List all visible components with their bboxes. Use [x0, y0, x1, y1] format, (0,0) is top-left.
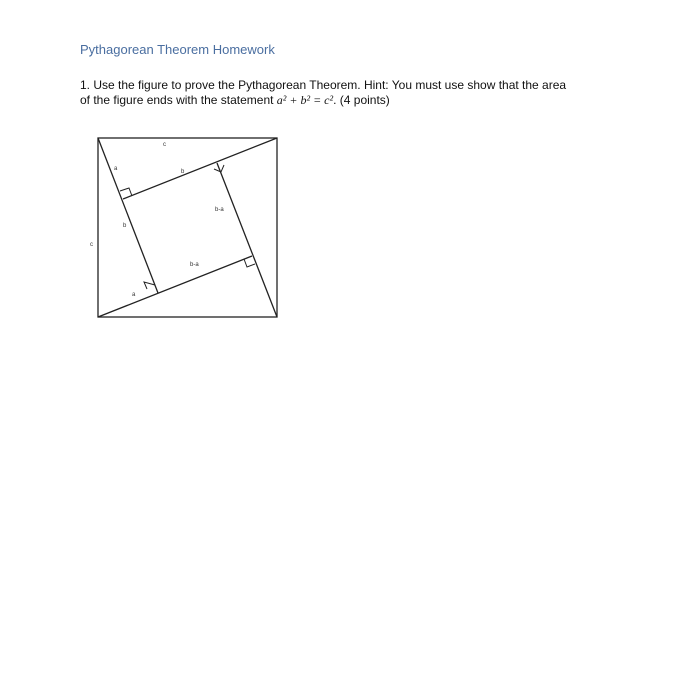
line-br	[217, 163, 277, 317]
equation: a² + b² = c²	[276, 93, 334, 107]
line-tl	[98, 138, 158, 293]
line-bl	[98, 256, 252, 317]
page-title: Pythagorean Theorem Homework	[80, 42, 275, 57]
right-angle-mark	[120, 188, 132, 196]
label-c-left: c	[90, 242, 93, 248]
question-line-1: 1. Use the figure to prove the Pythagorean Theorem. Hint: You must use show that the area	[80, 78, 567, 92]
right-angle-mark	[244, 259, 255, 267]
question-points: . (4 points)	[333, 93, 390, 107]
question-text: of the figure ends with the statement	[80, 93, 277, 107]
label-c-top: c	[163, 142, 166, 148]
label-ba-right: b-a	[215, 207, 224, 213]
label-b-left: b	[123, 223, 127, 229]
label-ba-bottom: b-a	[190, 262, 199, 268]
label-b-top: b	[181, 169, 185, 175]
label-a-bottom: a	[132, 292, 136, 298]
label-a-top: a	[114, 166, 118, 172]
line-tr	[123, 138, 277, 199]
right-angle-mark	[144, 282, 155, 289]
